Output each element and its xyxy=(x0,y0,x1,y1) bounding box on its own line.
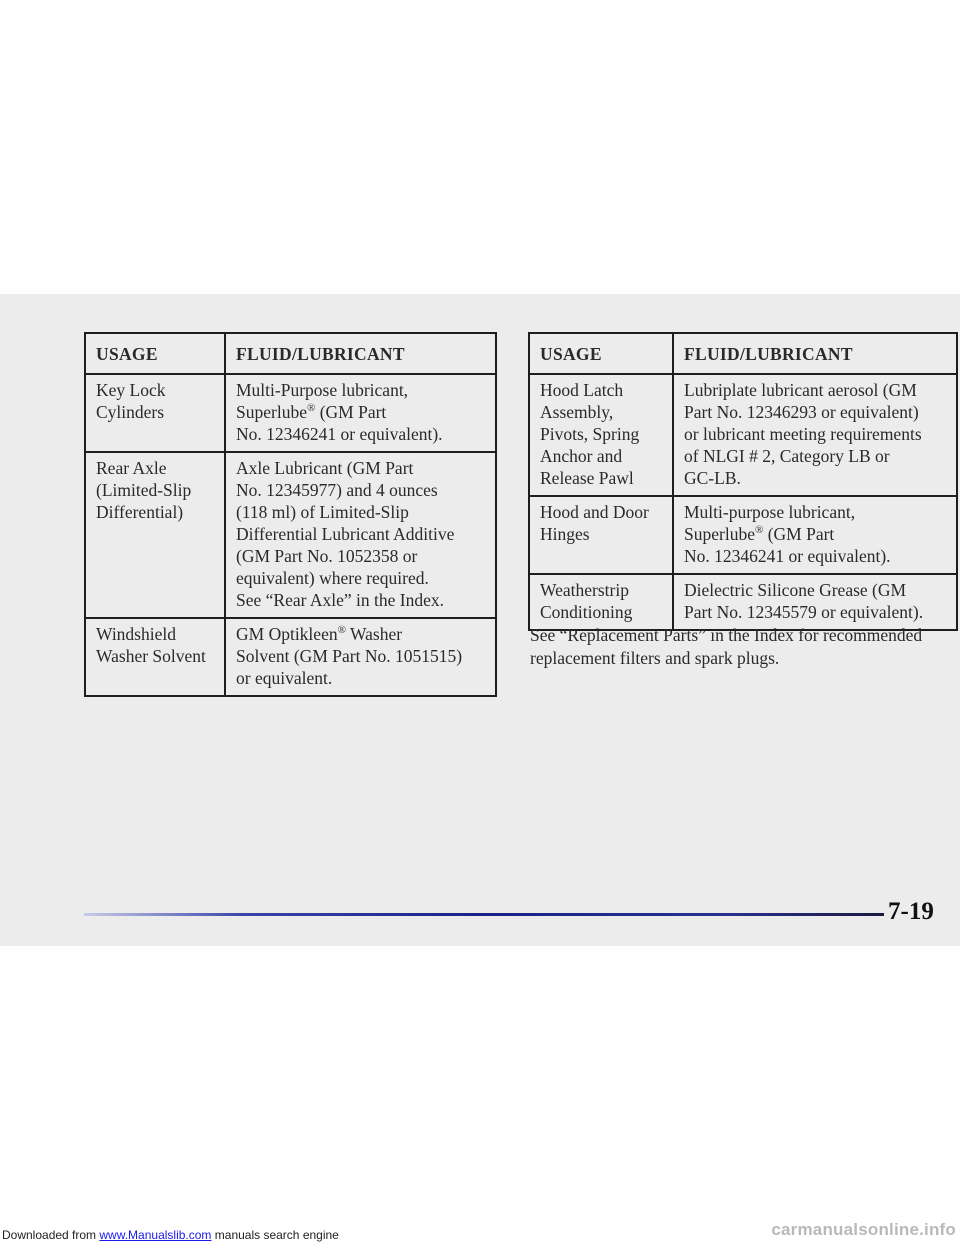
usage-header: USAGE xyxy=(85,333,225,374)
table-row xyxy=(529,374,957,496)
table-row xyxy=(529,496,957,574)
table-row xyxy=(85,374,496,452)
usage-cell: Windshield Washer Solvent xyxy=(85,618,225,696)
lubricant-cell: GM Optikleen® Washer Solvent (GM Part No. 1051515) or equivalent. xyxy=(225,618,496,696)
lubricant-cell: Multi-purpose lubricant, Superlube® (GM Part No. 12346241 or equivalent). xyxy=(673,496,957,574)
registered-mark: ® xyxy=(754,524,764,537)
usage-cell: Hood Latch Assembly, Pivots, Spring Anchor and Release Pawl xyxy=(529,374,673,496)
usage-cell: Weatherstrip Conditioning xyxy=(529,574,673,630)
usage-cell: Rear Axle (Limited-Slip Differential) xyxy=(85,452,225,618)
watermark: carmanualsonline.info xyxy=(771,1220,956,1239)
table-row xyxy=(529,574,957,630)
manualslib-link[interactable]: www.Manualslib.com xyxy=(99,1228,212,1242)
usage-cell: Key Lock Cylinders xyxy=(85,374,225,452)
lubricant-cell: Axle Lubricant (GM Part No. 12345977) and 4 ounces (118 ml) of Limited-Slip Differential Lubricant Additive (GM Part No. 1052358 or equivalent) where required. See “Rear Axle” in the Index. xyxy=(225,452,496,618)
lubricant-table-right xyxy=(528,332,958,631)
lubricant-cell: Multi-Purpose lubricant, Superlube® (GM Part No. 12346241 or equivalent). xyxy=(225,374,496,452)
fluid-lubricant-header: FLUID/LUBRICANT xyxy=(673,333,957,374)
fluid-lubricant-header: FLUID/LUBRICANT xyxy=(225,333,496,374)
table-row xyxy=(85,452,496,618)
table-row xyxy=(85,618,496,696)
lubricant-table-left xyxy=(84,332,497,697)
lubricant-cell: Dielectric Silicone Grease (GM Part No. 12345579 or equivalent). xyxy=(673,574,957,630)
page-number: 7-19 xyxy=(888,898,934,925)
lubricant-cell: Lubriplate lubricant aerosol (GM Part No. 12346293 or equivalent) or lubricant meeting requirements of NLGI # 2, Category LB or GC-LB. xyxy=(673,374,957,496)
table-header-row xyxy=(85,333,496,374)
footer-rule xyxy=(84,913,884,916)
replacement-parts-note: See “Replacement Parts” in the Index for recommended replacement filters and spark plugs. xyxy=(530,625,923,668)
table-header-row xyxy=(529,333,957,374)
usage-cell: Hood and Door Hinges xyxy=(529,496,673,574)
usage-header: USAGE xyxy=(529,333,673,374)
registered-mark: ® xyxy=(337,624,346,637)
download-footer: Downloaded from www.Manualslib.com manuals search engine xyxy=(2,1228,339,1242)
registered-mark: ® xyxy=(306,402,316,415)
